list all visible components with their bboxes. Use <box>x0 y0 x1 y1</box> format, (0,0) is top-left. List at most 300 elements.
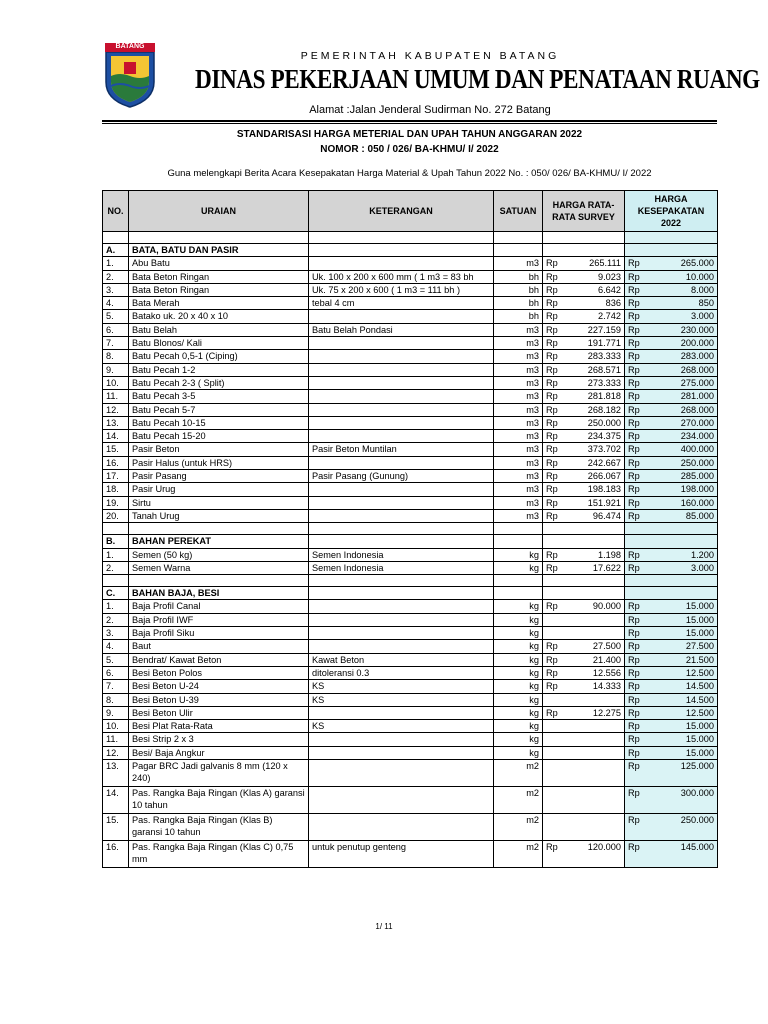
table-row <box>103 257 718 270</box>
currency-label: Rp <box>628 760 640 771</box>
agreed-price: 10.000 <box>685 271 714 282</box>
cell-uraian: Batu Blonos/ Kali <box>129 337 309 350</box>
agreed-price: 850 <box>698 298 714 309</box>
currency-label: Rp <box>628 271 640 282</box>
intro-text: Guna melengkapi Berita Acara Kesepakatan Harga Material & Upah Tahun 2022 No. : 050/ 026/ BA-KHMU/ I/ 2022 <box>167 168 652 179</box>
currency-label: Rp <box>546 497 558 508</box>
cell-no <box>103 523 129 535</box>
currency-label: Rp <box>628 391 640 402</box>
cell-uraian <box>129 232 309 244</box>
section-letter: C. <box>103 587 129 600</box>
cell-kesepakatan <box>625 613 718 626</box>
currency-label: Rp <box>628 284 640 295</box>
survey-price: 14.333 <box>592 681 621 692</box>
cell-keterangan: KS <box>309 680 494 693</box>
cell-no: 5. <box>103 310 129 323</box>
cell-uraian: Abu Batu <box>129 257 309 270</box>
cell-satuan: kg <box>494 600 543 613</box>
survey-price: 227.159 <box>587 324 621 335</box>
cell-kesepakatan <box>625 627 718 640</box>
cell-no: 5. <box>103 653 129 666</box>
survey-price: 90.000 <box>592 601 621 612</box>
cell-keterangan <box>309 310 494 323</box>
currency-label: Rp <box>628 311 640 322</box>
cell-no: 13. <box>103 416 129 429</box>
agreed-price: 15.000 <box>685 614 714 625</box>
cell-no: 6. <box>103 323 129 336</box>
currency-label: Rp <box>628 457 640 468</box>
cell-keterangan: Pasir Pasang (Gunung) <box>309 470 494 483</box>
cell-kesepakatan <box>625 587 718 600</box>
government-line: PEMERINTAH KABUPATEN BATANG <box>300 50 560 62</box>
cell-no <box>103 575 129 587</box>
agreed-price: 285.000 <box>680 471 714 482</box>
cell-keterangan <box>309 509 494 522</box>
currency-label: Rp <box>546 681 558 692</box>
cell-uraian: Pas. Rangka Baja Ringan (Klas C) 0,75 mm <box>129 840 309 867</box>
cell-survey <box>543 257 625 270</box>
table-row <box>103 666 718 679</box>
currency-label: Rp <box>628 628 640 639</box>
cell-no: 4. <box>103 640 129 653</box>
cell-survey <box>543 337 625 350</box>
cell-survey <box>543 403 625 416</box>
currency-label: Rp <box>628 351 640 362</box>
table-row <box>103 470 718 483</box>
survey-price: 151.921 <box>587 497 621 508</box>
cell-survey <box>543 456 625 469</box>
cell-kesepakatan <box>625 746 718 759</box>
table-section-row <box>103 244 718 257</box>
cell-uraian: Semen Warna <box>129 561 309 574</box>
table-row <box>103 416 718 429</box>
cell-uraian: Bata Beton Ringan <box>129 283 309 296</box>
agreed-price: 15.000 <box>685 601 714 612</box>
currency-label: Rp <box>628 324 640 335</box>
table-section-row <box>103 587 718 600</box>
table-row <box>103 813 718 840</box>
cell-uraian: Besi Beton U-24 <box>129 680 309 693</box>
cell-satuan: bh <box>494 297 543 310</box>
currency-label: Rp <box>546 444 558 455</box>
cell-keterangan <box>309 733 494 746</box>
cell-survey <box>543 733 625 746</box>
cell-satuan: kg <box>494 561 543 574</box>
currency-label: Rp <box>628 510 640 521</box>
cell-keterangan <box>309 613 494 626</box>
table-row <box>103 733 718 746</box>
survey-price: 17.622 <box>592 562 621 573</box>
cell-kesepakatan <box>625 496 718 509</box>
section-letter: A. <box>103 244 129 257</box>
cell-satuan <box>494 575 543 587</box>
document-title: STANDARISASI HARGA METERIAL DAN UPAH TAHUN ANGGARAN 2022 <box>236 129 583 140</box>
currency-label: Rp <box>628 841 640 852</box>
cell-uraian: Besi Beton Ulir <box>129 706 309 719</box>
agreed-price: 14.500 <box>685 681 714 692</box>
cell-satuan: m3 <box>494 363 543 376</box>
cell-survey <box>543 535 625 548</box>
cell-keterangan <box>309 430 494 443</box>
cell-no: 16. <box>103 840 129 867</box>
cell-kesepakatan <box>625 270 718 283</box>
cell-keterangan <box>309 746 494 759</box>
cell-uraian <box>129 523 309 535</box>
cell-satuan: m3 <box>494 456 543 469</box>
cell-uraian: Batu Pecah 10-15 <box>129 416 309 429</box>
survey-price: 9.023 <box>598 271 621 282</box>
agreed-price: 14.500 <box>685 694 714 705</box>
currency-label: Rp <box>546 391 558 402</box>
cell-uraian: Besi/ Baja Angkur <box>129 746 309 759</box>
currency-label: Rp <box>628 549 640 560</box>
cell-keterangan: tebal 4 cm <box>309 297 494 310</box>
section-label: BAHAN PEREKAT <box>129 535 309 548</box>
table-row <box>103 337 718 350</box>
cell-satuan: m3 <box>494 350 543 363</box>
cell-kesepakatan <box>625 443 718 456</box>
currency-label: Rp <box>546 484 558 495</box>
cell-keterangan <box>309 759 494 786</box>
cell-uraian: Baja Profil IWF <box>129 613 309 626</box>
table-row <box>103 297 718 310</box>
survey-price: 96.474 <box>592 510 621 521</box>
cell-kesepakatan <box>625 310 718 323</box>
currency-label: Rp <box>546 324 558 335</box>
cell-no: 14. <box>103 786 129 813</box>
cell-kesepakatan <box>625 561 718 574</box>
agreed-price: 8.000 <box>691 284 714 295</box>
cell-keterangan: Pasir Beton Muntilan <box>309 443 494 456</box>
cell-kesepakatan <box>625 403 718 416</box>
cell-no: 12. <box>103 403 129 416</box>
cell-survey <box>543 283 625 296</box>
col-header-keterangan: KETERANGAN <box>309 191 494 232</box>
cell-no: 1. <box>103 548 129 561</box>
cell-keterangan: Uk. 100 x 200 x 600 mm ( 1 m3 = 83 bh <box>309 270 494 283</box>
cell-survey <box>543 706 625 719</box>
department-name: DINAS PEKERJAAN UMUM DAN PENATAAN RUANG <box>195 64 760 94</box>
cell-survey <box>543 483 625 496</box>
agreed-price: 198.000 <box>680 484 714 495</box>
currency-label: Rp <box>628 497 640 508</box>
currency-label: Rp <box>628 747 640 758</box>
table-row <box>103 706 718 719</box>
table-spacer-row <box>103 523 718 535</box>
agreed-price: 12.500 <box>685 667 714 678</box>
cell-kesepakatan <box>625 297 718 310</box>
survey-price: 273.333 <box>587 377 621 388</box>
agreed-price: 234.000 <box>680 431 714 442</box>
cell-no: 19. <box>103 496 129 509</box>
currency-label: Rp <box>546 457 558 468</box>
cell-kesepakatan <box>625 600 718 613</box>
cell-keterangan <box>309 575 494 587</box>
agreed-price: 15.000 <box>685 747 714 758</box>
table-row <box>103 840 718 867</box>
currency-label: Rp <box>628 601 640 612</box>
currency-label: Rp <box>628 667 640 678</box>
survey-price: 2.742 <box>598 311 621 322</box>
currency-label: Rp <box>546 667 558 678</box>
currency-label: Rp <box>628 707 640 718</box>
cell-survey <box>543 443 625 456</box>
survey-price: 191.771 <box>587 338 621 349</box>
col-header-kesepakatan: HARGA KESEPAKATAN 2022 <box>625 191 718 232</box>
cell-kesepakatan <box>625 759 718 786</box>
cell-keterangan <box>309 535 494 548</box>
cell-kesepakatan <box>625 430 718 443</box>
table-row <box>103 759 718 786</box>
agreed-price: 300.000 <box>680 787 714 798</box>
currency-label: Rp <box>628 298 640 309</box>
table-row <box>103 786 718 813</box>
cell-uraian: Batu Belah <box>129 323 309 336</box>
col-header-uraian: URAIAN <box>129 191 309 232</box>
cell-survey <box>543 232 625 244</box>
cell-kesepakatan <box>625 720 718 733</box>
address: Alamat :Jalan Jenderal Sudirman No. 272 Batang <box>309 104 551 116</box>
col-header-no: NO. <box>103 191 129 232</box>
cell-kesepakatan <box>625 483 718 496</box>
agreed-price: 268.000 <box>680 404 714 415</box>
section-letter: B. <box>103 535 129 548</box>
table-row <box>103 430 718 443</box>
cell-satuan: m2 <box>494 813 543 840</box>
cell-kesepakatan <box>625 509 718 522</box>
cell-no: 7. <box>103 680 129 693</box>
cell-survey <box>543 720 625 733</box>
cell-no: 13. <box>103 759 129 786</box>
cell-satuan: m3 <box>494 483 543 496</box>
cell-satuan <box>494 523 543 535</box>
col-header-satuan: SATUAN <box>494 191 543 232</box>
cell-satuan: kg <box>494 613 543 626</box>
cell-keterangan <box>309 363 494 376</box>
cell-kesepakatan <box>625 350 718 363</box>
currency-label: Rp <box>546 377 558 388</box>
currency-label: Rp <box>546 601 558 612</box>
cell-keterangan <box>309 483 494 496</box>
currency-label: Rp <box>546 641 558 652</box>
cell-uraian: Batu Pecah 3-5 <box>129 390 309 403</box>
cell-kesepakatan <box>625 390 718 403</box>
survey-price: 6.642 <box>598 284 621 295</box>
cell-uraian: Besi Strip 2 x 3 <box>129 733 309 746</box>
cell-no: 14. <box>103 430 129 443</box>
currency-label: Rp <box>546 271 558 282</box>
agreed-price: 15.000 <box>685 721 714 732</box>
agreed-price: 3.000 <box>691 562 714 573</box>
cell-survey <box>543 587 625 600</box>
cell-no: 3. <box>103 283 129 296</box>
header-rule-thin <box>102 123 717 124</box>
cell-satuan: m3 <box>494 430 543 443</box>
cell-keterangan <box>309 640 494 653</box>
table-row <box>103 283 718 296</box>
table-row <box>103 509 718 522</box>
currency-label: Rp <box>628 721 640 732</box>
cell-uraian: Sirtu <box>129 496 309 509</box>
cell-no: 10. <box>103 376 129 389</box>
cell-survey <box>543 813 625 840</box>
cell-uraian: Batu Pecah 15-20 <box>129 430 309 443</box>
cell-survey <box>543 390 625 403</box>
cell-survey <box>543 680 625 693</box>
cell-keterangan <box>309 587 494 600</box>
agreed-price: 250.000 <box>680 814 714 825</box>
cell-survey <box>543 363 625 376</box>
section-label: BAHAN BAJA, BESI <box>129 587 309 600</box>
agreed-price: 275.000 <box>680 377 714 388</box>
cell-satuan: bh <box>494 270 543 283</box>
currency-label: Rp <box>546 258 558 269</box>
cell-keterangan: KS <box>309 720 494 733</box>
cell-satuan: kg <box>494 706 543 719</box>
cell-keterangan <box>309 350 494 363</box>
currency-label: Rp <box>628 404 640 415</box>
cell-kesepakatan <box>625 244 718 257</box>
cell-uraian: Bata Merah <box>129 297 309 310</box>
survey-price: 283.333 <box>587 351 621 362</box>
cell-uraian: Bata Beton Ringan <box>129 270 309 283</box>
cell-kesepakatan <box>625 470 718 483</box>
cell-survey <box>543 627 625 640</box>
table-row <box>103 363 718 376</box>
currency-label: Rp <box>546 654 558 665</box>
currency-label: Rp <box>628 681 640 692</box>
cell-survey <box>543 297 625 310</box>
cell-kesepakatan <box>625 337 718 350</box>
cell-no: 2. <box>103 613 129 626</box>
currency-label: Rp <box>546 338 558 349</box>
currency-label: Rp <box>546 431 558 442</box>
cell-survey <box>543 323 625 336</box>
cell-satuan: m3 <box>494 257 543 270</box>
cell-keterangan <box>309 523 494 535</box>
cell-uraian <box>129 575 309 587</box>
cell-no: 11. <box>103 390 129 403</box>
cell-satuan: kg <box>494 680 543 693</box>
currency-label: Rp <box>546 298 558 309</box>
cell-satuan: m3 <box>494 390 543 403</box>
cell-survey <box>543 430 625 443</box>
table-row <box>103 403 718 416</box>
table-row <box>103 350 718 363</box>
agreed-price: 3.000 <box>691 311 714 322</box>
cell-satuan: m2 <box>494 840 543 867</box>
table-row <box>103 483 718 496</box>
cell-survey <box>543 509 625 522</box>
table-row <box>103 443 718 456</box>
header-rule <box>102 120 717 122</box>
cell-kesepakatan <box>625 376 718 389</box>
cell-uraian: Pas. Rangka Baja Ringan (Klas B) garansi 10 tahun <box>129 813 309 840</box>
cell-uraian: Baja Profil Canal <box>129 600 309 613</box>
cell-survey <box>543 840 625 867</box>
table-row <box>103 653 718 666</box>
currency-label: Rp <box>628 431 640 442</box>
cell-kesepakatan <box>625 535 718 548</box>
cell-satuan: m3 <box>494 509 543 522</box>
currency-label: Rp <box>628 258 640 269</box>
cell-kesepakatan <box>625 693 718 706</box>
cell-no: 3. <box>103 627 129 640</box>
cell-uraian: Besi Beton Polos <box>129 666 309 679</box>
cell-no: 1. <box>103 600 129 613</box>
cell-satuan: m3 <box>494 323 543 336</box>
table-row <box>103 323 718 336</box>
table-row <box>103 613 718 626</box>
cell-no: 17. <box>103 470 129 483</box>
cell-kesepakatan <box>625 232 718 244</box>
cell-no: 20. <box>103 509 129 522</box>
cell-keterangan <box>309 416 494 429</box>
cell-survey <box>543 759 625 786</box>
currency-label: Rp <box>628 787 640 798</box>
agreed-price: 250.000 <box>680 457 714 468</box>
cell-kesepakatan <box>625 523 718 535</box>
currency-label: Rp <box>546 404 558 415</box>
currency-label: Rp <box>546 364 558 375</box>
cell-satuan: m3 <box>494 470 543 483</box>
survey-price: 242.667 <box>587 457 621 468</box>
cell-satuan: kg <box>494 746 543 759</box>
currency-label: Rp <box>628 614 640 625</box>
cell-keterangan <box>309 403 494 416</box>
agreed-price: 265.000 <box>680 258 714 269</box>
cell-satuan: kg <box>494 653 543 666</box>
cell-keterangan: untuk penutup genteng <box>309 840 494 867</box>
currency-label: Rp <box>628 444 640 455</box>
cell-survey <box>543 746 625 759</box>
cell-keterangan: Batu Belah Pondasi <box>309 323 494 336</box>
cell-survey <box>543 376 625 389</box>
cell-no: 15. <box>103 813 129 840</box>
cell-no: 18. <box>103 483 129 496</box>
currency-label: Rp <box>628 484 640 495</box>
table-body <box>103 232 718 868</box>
cell-survey <box>543 548 625 561</box>
cell-kesepakatan <box>625 640 718 653</box>
cell-uraian: Batu Pecah 0,5-1 (Ciping) <box>129 350 309 363</box>
cell-satuan: m2 <box>494 786 543 813</box>
survey-price: 21.400 <box>592 654 621 665</box>
survey-price: 281.818 <box>587 391 621 402</box>
survey-price: 234.375 <box>587 431 621 442</box>
currency-label: Rp <box>628 377 640 388</box>
cell-no: 8. <box>103 693 129 706</box>
cell-kesepakatan <box>625 257 718 270</box>
agreed-price: 1.200 <box>691 549 714 560</box>
cell-kesepakatan <box>625 283 718 296</box>
cell-uraian: Batako uk. 20 x 40 x 10 <box>129 310 309 323</box>
cell-survey <box>543 416 625 429</box>
cell-survey <box>543 310 625 323</box>
cell-kesepakatan <box>625 456 718 469</box>
cell-keterangan <box>309 627 494 640</box>
cell-survey <box>543 270 625 283</box>
currency-label: Rp <box>628 562 640 573</box>
survey-price: 265.111 <box>589 258 621 269</box>
survey-price: 12.275 <box>592 707 621 718</box>
cell-survey <box>543 350 625 363</box>
agreed-price: 12.500 <box>685 707 714 718</box>
agreed-price: 268.000 <box>680 364 714 375</box>
table-row <box>103 746 718 759</box>
cell-satuan: m3 <box>494 443 543 456</box>
price-table <box>102 190 718 868</box>
